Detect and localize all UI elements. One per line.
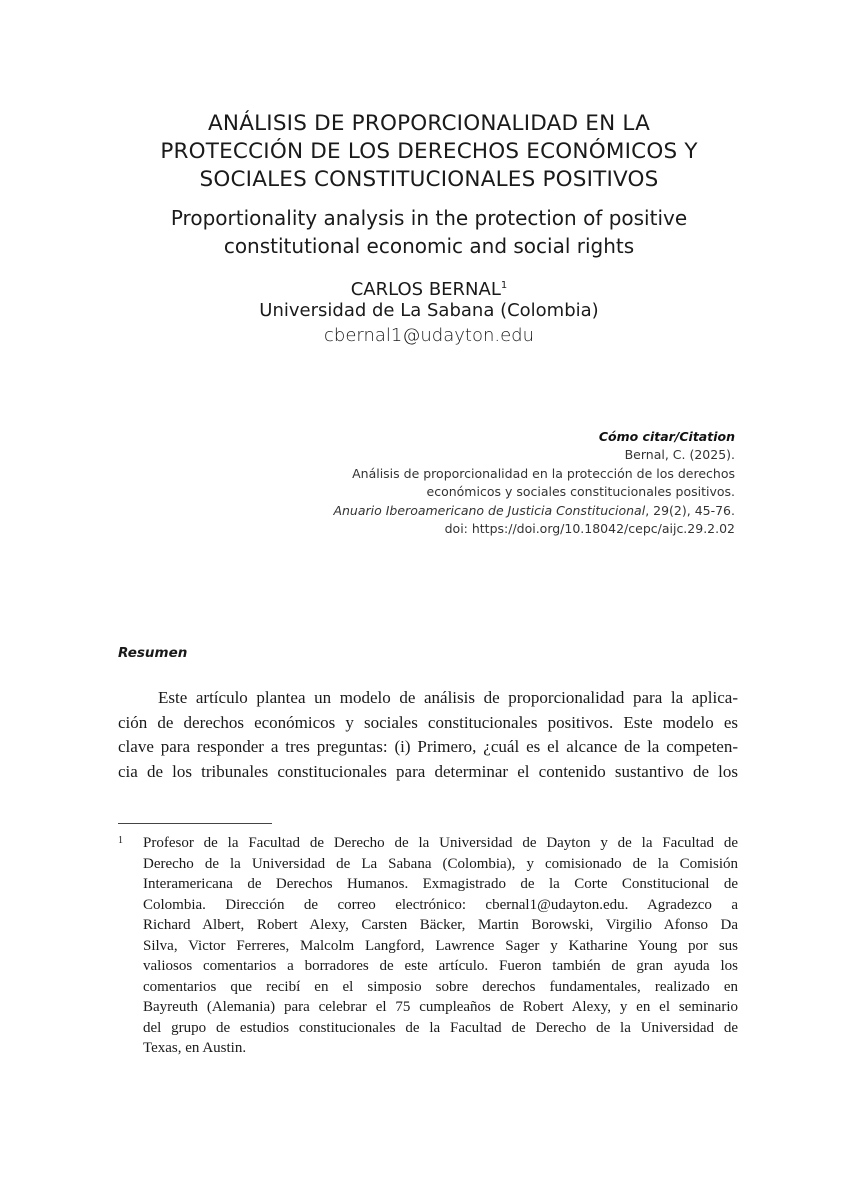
abstract-line: cia de los tribunales constitucionales para determinar el contenido sustantivo de los [118,761,738,781]
footnote-number: 1 [118,835,123,846]
footnote-line: comentarios que recibí en el simposio sobre derechos fundamentales, realizado en [143,978,738,995]
footnote-line: Profesor de la Facultad de Derecho de la Universidad de Dayton y de la Facultad de [143,835,738,851]
footnote-line: Colombia. Dirección de correo electrónico: cbernal1@udayton.edu. Agradezco a [143,896,738,913]
abstract-heading: Resumen [118,645,188,661]
footnote-line: Derecho de la Universidad de La Sabana (Colombia), y comisionado de la Comisión [143,855,738,872]
abstract-body [118,686,738,784]
abstract-line: ción de derechos económicos y sociales constitucionales positivos. Este modelo es [118,712,738,732]
author-affiliation: Universidad de La Sabana (Colombia) [259,300,599,321]
footnote-line: valiosos comentarios a borradores de este artículo. Fueron también de gran ayuda los [143,958,738,974]
title-es-line: ANÁLISIS DE PROPORCIONALIDAD EN LA [208,111,650,136]
citation-author-year: Bernal, C. (2025). [624,447,735,463]
footnote [118,833,738,1059]
citation-journal: Anuario Iberoamericano de Justicia Constitucional [333,502,646,518]
title-es-line: PROTECCIÓN DE LOS DERECHOS ECONÓMICOS Y [160,139,698,164]
citation-volume-pages: , 29(2), 45-76. [645,502,735,518]
citation-journal-line [333,502,735,520]
author-name-text: CARLOS BERNAL [350,279,501,300]
article-title-spanish [60,110,798,194]
footnote-line: del grupo de estudios constitucionales de la Facultad de Derecho de la Universidad de [143,1019,738,1036]
abstract-line: clave para responder a tres preguntas: (i) Primero, ¿cuál es el alcance de la competen- [118,737,738,756]
citation-heading: Cómo citar/Citation [598,429,735,444]
citation-title-line: Análisis de proporcionalidad en la protección de los derechos [352,465,735,481]
author-footnote-mark: 1 [500,280,508,291]
footnote-separator [118,823,272,824]
article-title-english [60,204,798,260]
footnote-line: Bayreuth (Alemania) para celebrar el 75 cumpleaños de Robert Alexy, y en el seminario [143,999,738,1015]
footnote-line: Interamericana de Derechos Humanos. Exmagistrado de la Corte Constitucional de [143,876,738,892]
footnote-line: Richard Albert, Robert Alexy, Carsten Bäcker, Martin Borowski, Virgilio Afonso Da [143,917,738,933]
citation-doi: doi: https://doi.org/10.18042/cepc/aijc.29.2.02 [444,521,735,537]
footnote-line: Texas, en Austin. [143,1040,247,1056]
citation-title-line: económicos y sociales constitucionales positivos. [426,484,735,500]
title-en-line: constitutional economic and social rights [223,234,635,258]
footnote-line: Silva, Victor Ferreres, Malcolm Langford, Lawrence Sager y Katharine Young por sus [143,937,738,954]
citation-block [333,428,735,538]
abstract-line: Este artículo plantea un modelo de análisis de proporcionalidad para la aplica- [158,688,738,707]
author-email: cbernal1@udayton.edu [324,325,534,346]
title-en-line: Proportionality analysis in the protection of positive [170,206,688,230]
footnote-body [143,833,738,1059]
title-es-line: SOCIALES CONSTITUCIONALES POSITIVOS [199,167,659,192]
